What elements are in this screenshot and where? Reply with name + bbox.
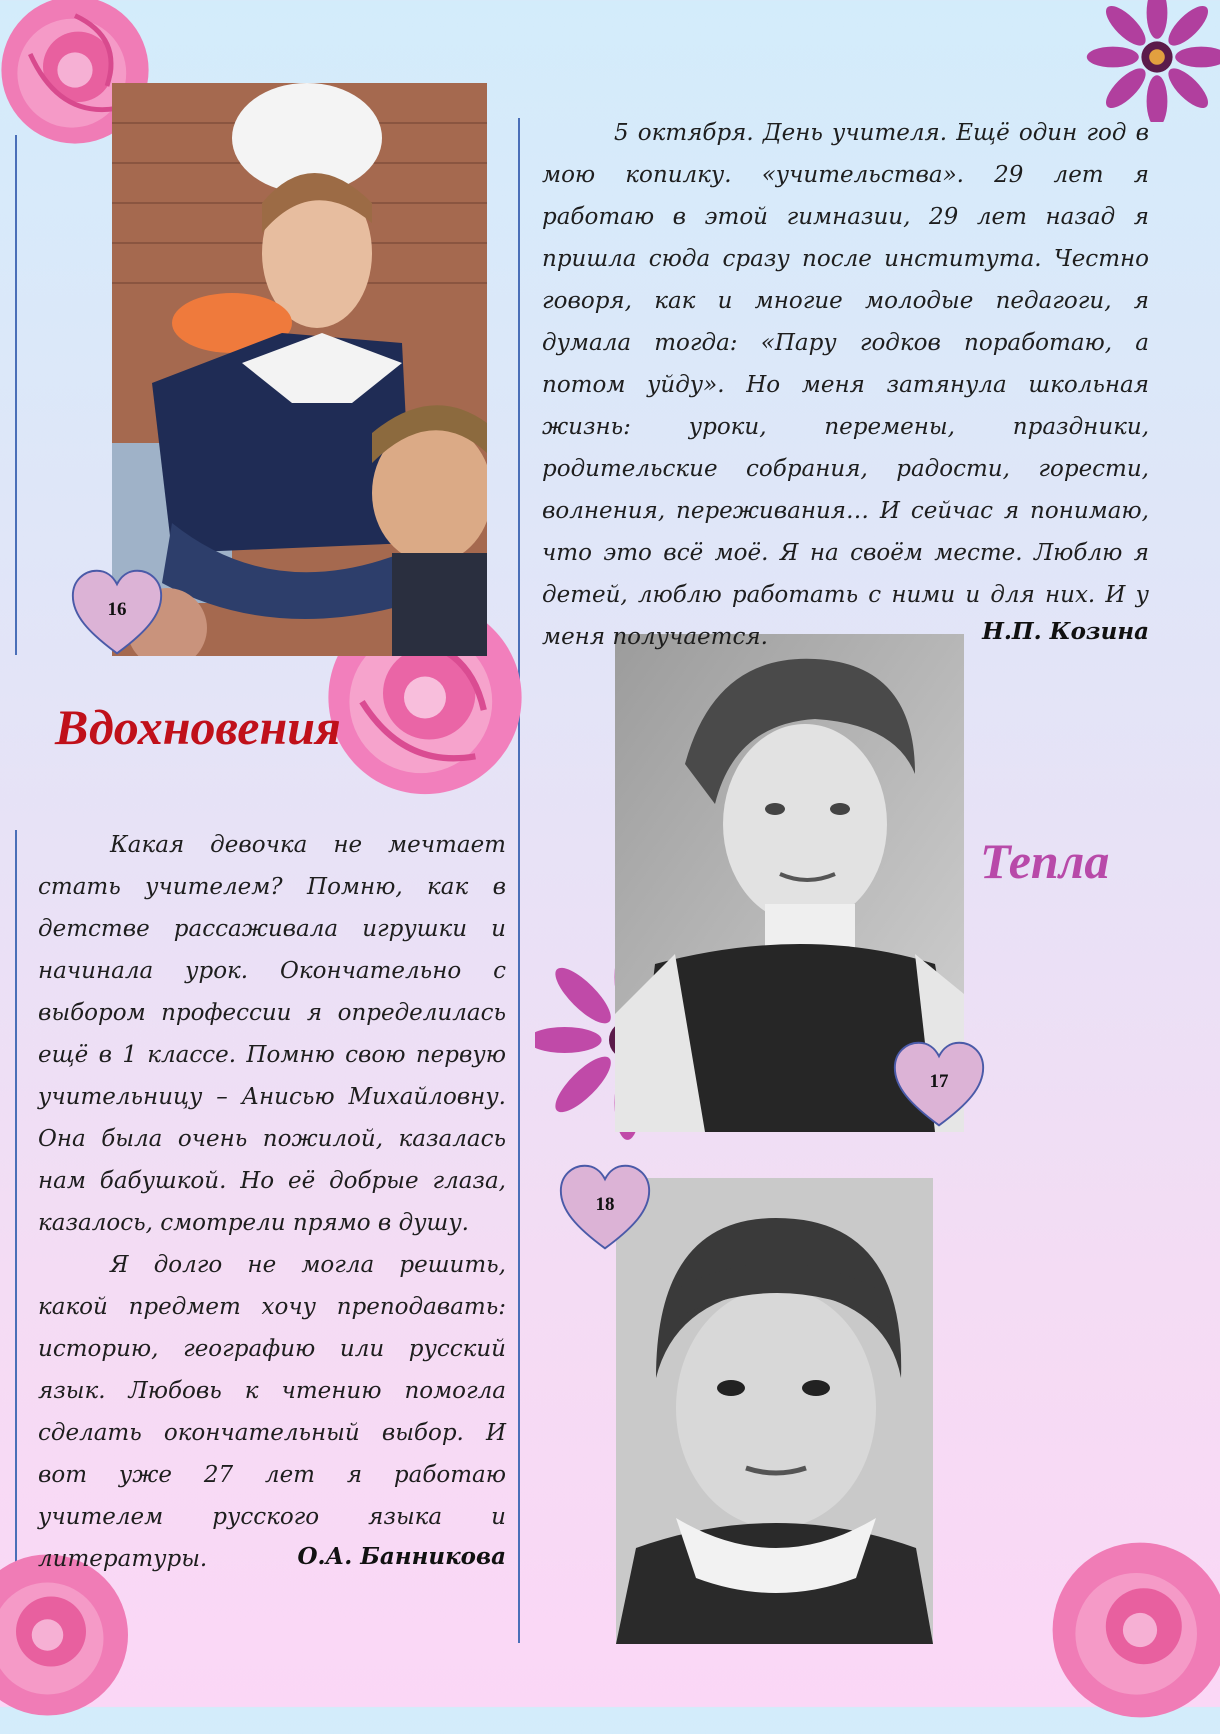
heart-icon-16 <box>68 565 166 661</box>
heart-number: 18 <box>595 1194 615 1215</box>
story-left-text <box>38 824 506 1580</box>
rule-left-top <box>15 135 17 655</box>
story-right-paragraph: 5 октября. День учителя. Ещё один год в мою копилку. «учительства». 29 лет я работаю в этой гимназии, 29 лет назад я пришла сюда сразу после института. Честно говоря, как и многие молодые педагоги, я думала тогда: «Пару годков поработаю, а потом уйду». Но меня затянула школьная жизнь: уроки, перемены, праздники, родительские собрания, радости, горести, волнения, переживания… И сейчас я понимаю, что это всё моё. Я на своём месте. Люблю я детей, люблю работать с ними и для них. И у меня получается. <box>542 120 1149 650</box>
daisy-icon <box>1082 0 1220 122</box>
heart-icon-18 <box>556 1160 654 1256</box>
heart-icon-17 <box>890 1037 988 1133</box>
rule-left-bottom <box>15 830 17 1645</box>
photo-first-day-school <box>112 83 487 656</box>
title-inspiration: Вдохновения <box>55 699 341 755</box>
rose-icon <box>1040 1535 1220 1725</box>
story-left-author: О.А. Банникова <box>297 1543 506 1570</box>
story-left-paragraph-2: Я долго не могла решить, какой предмет хочу преподавать: историю, географию или русский язык. Любовь к чтению помогла сделать окончательный выбор. И вот уже 27 лет я работаю учителем русского языка и литературы. <box>38 1252 506 1572</box>
heart-number: 16 <box>107 599 127 620</box>
heart-number: 17 <box>929 1071 949 1092</box>
rule-middle <box>518 118 520 1643</box>
story-right-author: Н.П. Козина <box>982 618 1149 645</box>
story-right-text <box>542 112 1149 658</box>
story-left-paragraph-1: Какая девочка не мечтает стать учителем? Помню, как в детстве рассаживала игрушки и начинала урок. Окончательно с выбором профессии я определилась ещё в 1 классе. Помню свою первую учительницу – Анисью Михайловну. Она была очень пожилой, казалась нам бабушкой. Но её добрые глаза, казалось, смотрели прямо в душу. <box>38 832 506 1236</box>
photo-child-portrait <box>616 1178 933 1644</box>
title-warmth: Тепла <box>980 833 1110 889</box>
